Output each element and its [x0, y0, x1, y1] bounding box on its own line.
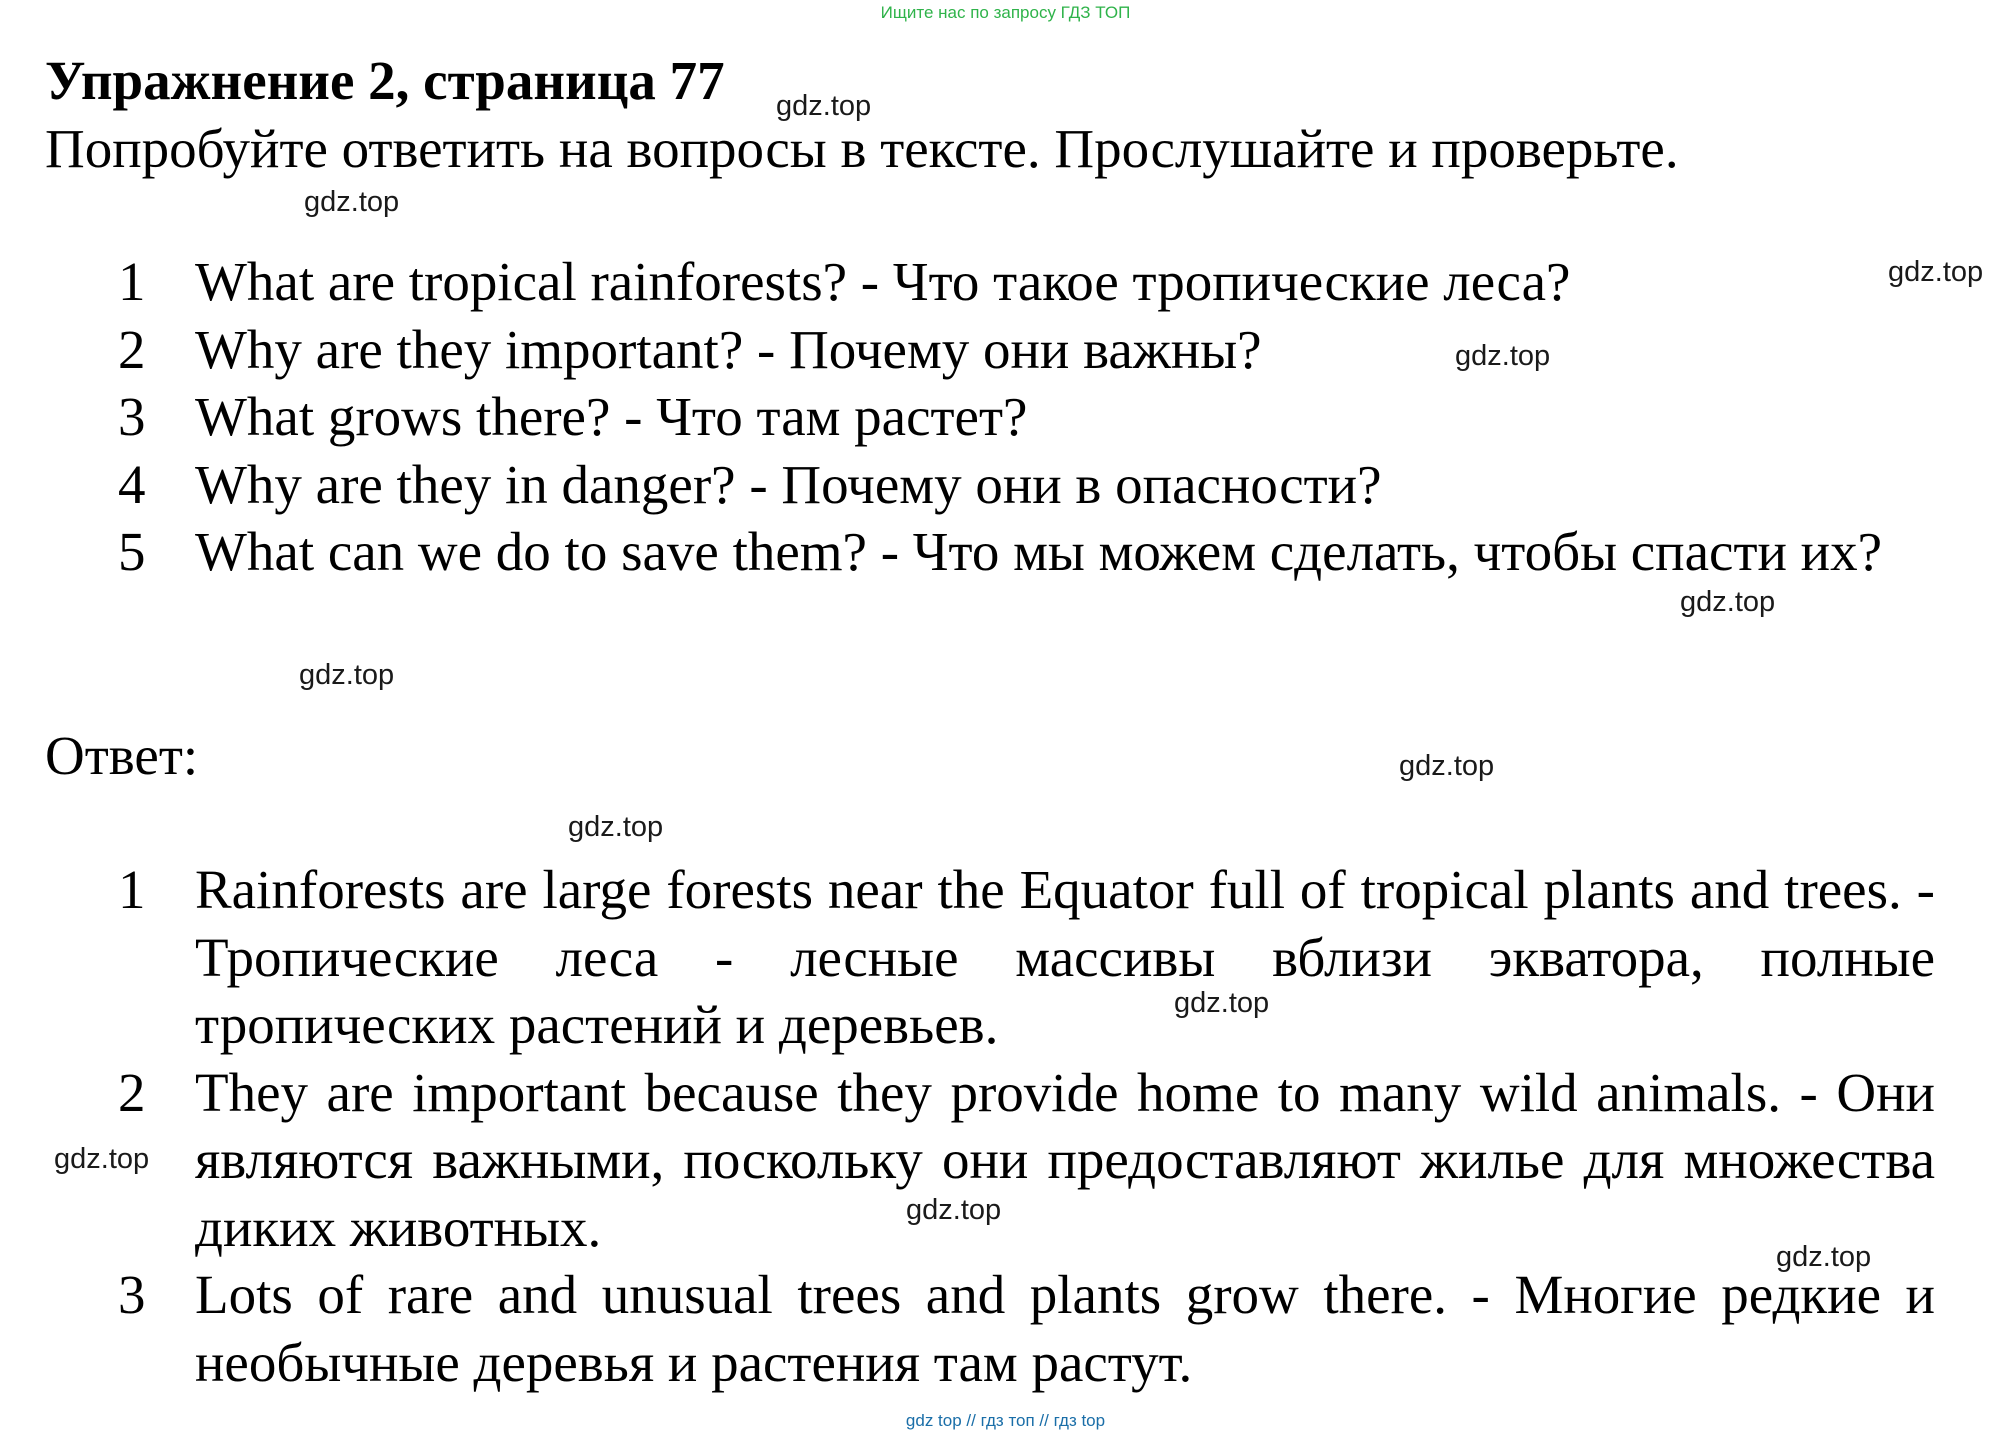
footer-watermark: gdz top // гдз топ // гдз top	[905, 1411, 1106, 1430]
answer-number: 1	[118, 859, 146, 920]
watermark: gdz.top	[906, 1194, 1002, 1226]
question-list	[0, 248, 1935, 586]
exercise-instruction: Попробуйте ответить на вопросы в тексте. Прослушайте и проверьте.	[45, 118, 1679, 179]
watermark: gdz.top	[1455, 340, 1551, 372]
question-item	[0, 383, 1935, 451]
watermark: gdz.top	[304, 186, 400, 218]
question-text: Why are they important? - Почему они важны?	[195, 318, 1262, 380]
answer-number: 2	[118, 1061, 146, 1123]
answer-text: They are important because they provide home to many wild animals. - Они являются важными, поскольку они предоставляют жилье для множества диких животных.	[195, 1061, 1935, 1258]
watermark: gdz.top	[1399, 750, 1495, 782]
answer-item	[0, 856, 1935, 1059]
answer-text: Lots of rare and unusual trees and plants grow there. - Многие редкие и необычные деревья и растения там растут.	[195, 1264, 1935, 1393]
answer-item	[0, 1261, 1935, 1396]
answer-label: Ответ:	[45, 725, 199, 786]
question-text: Why are they in danger? - Почему они в опасности?	[195, 453, 1382, 515]
question-item	[0, 316, 1935, 384]
watermark: gdz.top	[54, 1143, 150, 1175]
question-number: 5	[118, 521, 146, 582]
page-title: Упражнение 2, страница 77	[45, 50, 725, 111]
question-text: What grows there? - Что там растет?	[195, 386, 1028, 447]
question-number: 1	[118, 251, 146, 312]
question-number: 4	[118, 453, 146, 515]
watermark: gdz.top	[1888, 256, 1984, 288]
watermark: gdz.top	[776, 90, 872, 122]
question-text: What can we do to save them? - Что мы можем сделать, чтобы спасти их?	[195, 521, 1883, 582]
question-item	[0, 248, 1935, 316]
question-item	[0, 518, 1935, 586]
watermark: gdz.top	[1776, 1241, 1872, 1273]
watermark: gdz.top	[1174, 987, 1270, 1019]
watermark: gdz.top	[299, 659, 395, 691]
question-number: 3	[118, 386, 146, 447]
answer-list	[0, 856, 1935, 1396]
question-item	[0, 451, 1935, 519]
question-text: What are tropical rainforests? - Что такое тропические леса?	[195, 251, 1571, 312]
answer-item	[0, 1059, 1935, 1262]
answer-text: Rainforests are large forests near the Equator full of tropical plants and trees. - Тропические леса - лесные массивы вблизи экватора, полные тропических растений и деревьев.	[195, 859, 1935, 1055]
answer-number: 3	[118, 1264, 146, 1325]
top-banner: Ищите нас по запросу ГДЗ ТОП	[880, 3, 1131, 22]
watermark: gdz.top	[568, 811, 664, 843]
watermark: gdz.top	[1680, 586, 1776, 618]
question-number: 2	[118, 318, 146, 380]
